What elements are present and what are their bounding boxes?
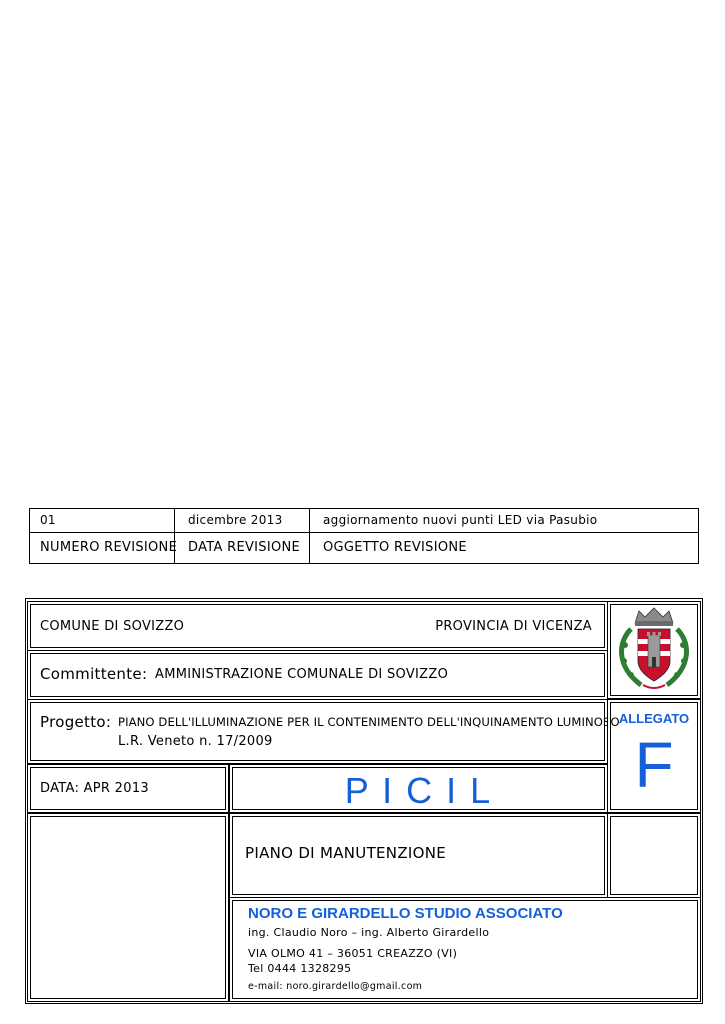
- committente-label: Committente:: [40, 665, 148, 683]
- revision-col-divider-2: [309, 509, 310, 563]
- progetto-label: Progetto:: [40, 713, 112, 731]
- studio-box: [232, 900, 698, 999]
- crown-band: [635, 621, 673, 626]
- crown-shape: [635, 608, 673, 623]
- allegato-box: [610, 702, 698, 810]
- comune-box: [30, 604, 605, 648]
- ribbon-shape: [643, 685, 665, 688]
- progetto-box: [30, 702, 620, 761]
- subtitle-box: [232, 816, 605, 895]
- committente-box: [30, 653, 605, 697]
- studio-email: e-mail: noro.girardello@gmail.com: [248, 981, 423, 992]
- studio-address: VIA OLMO 41 – 36051 CREAZZO (VI): [248, 947, 458, 960]
- provincia-name: PROVINCIA DI VICENZA: [435, 619, 592, 634]
- revision-number: 01: [40, 513, 56, 527]
- studio-phone: Tel 0444 1328295: [248, 962, 352, 975]
- coat-of-arms-emblem: [611, 605, 697, 695]
- studio-name: NORO E GIRARDELLO STUDIO ASSOCIATO: [248, 905, 563, 922]
- allegato-letter: F: [634, 729, 674, 801]
- emblem-box: [610, 604, 698, 696]
- revision-date: dicembre 2013: [188, 513, 283, 527]
- revision-row-divider: [30, 532, 698, 533]
- studio-engineers: ing. Claudio Noro – ing. Alberto Girardello: [248, 926, 490, 939]
- revision-subject-header: OGGETTO REVISIONE: [323, 540, 467, 555]
- allegato-label: ALLEGATO: [618, 711, 690, 726]
- empty-left-box: [30, 816, 226, 999]
- revision-subject: aggiornamento nuovi punti LED via Pasubio: [323, 513, 598, 527]
- title-box: [232, 767, 605, 810]
- committente-value: AMMINISTRAZIONE COMUNALE DI SOVIZZO: [155, 667, 449, 682]
- progetto-line-1: PIANO DELL'ILLUMINAZIONE PER IL CONTENIMENTO DELL'INQUINAMENTO LUMINOSO: [118, 715, 620, 729]
- empty-right-box: [610, 816, 698, 895]
- document-subtitle: PIANO DI MANUTENZIONE: [245, 844, 447, 862]
- revision-date-header: DATA REVISIONE: [188, 540, 301, 555]
- project-date: DATA: APR 2013: [40, 781, 149, 796]
- comune-name: COMUNE DI SOVIZZO: [40, 619, 185, 634]
- revision-table: [29, 508, 699, 564]
- data-box: [30, 767, 226, 810]
- revision-number-header: NUMERO REVISIONE: [40, 540, 178, 555]
- progetto-line-2: L.R. Veneto n. 17/2009: [118, 734, 273, 749]
- document-title: P I C I L: [344, 770, 493, 811]
